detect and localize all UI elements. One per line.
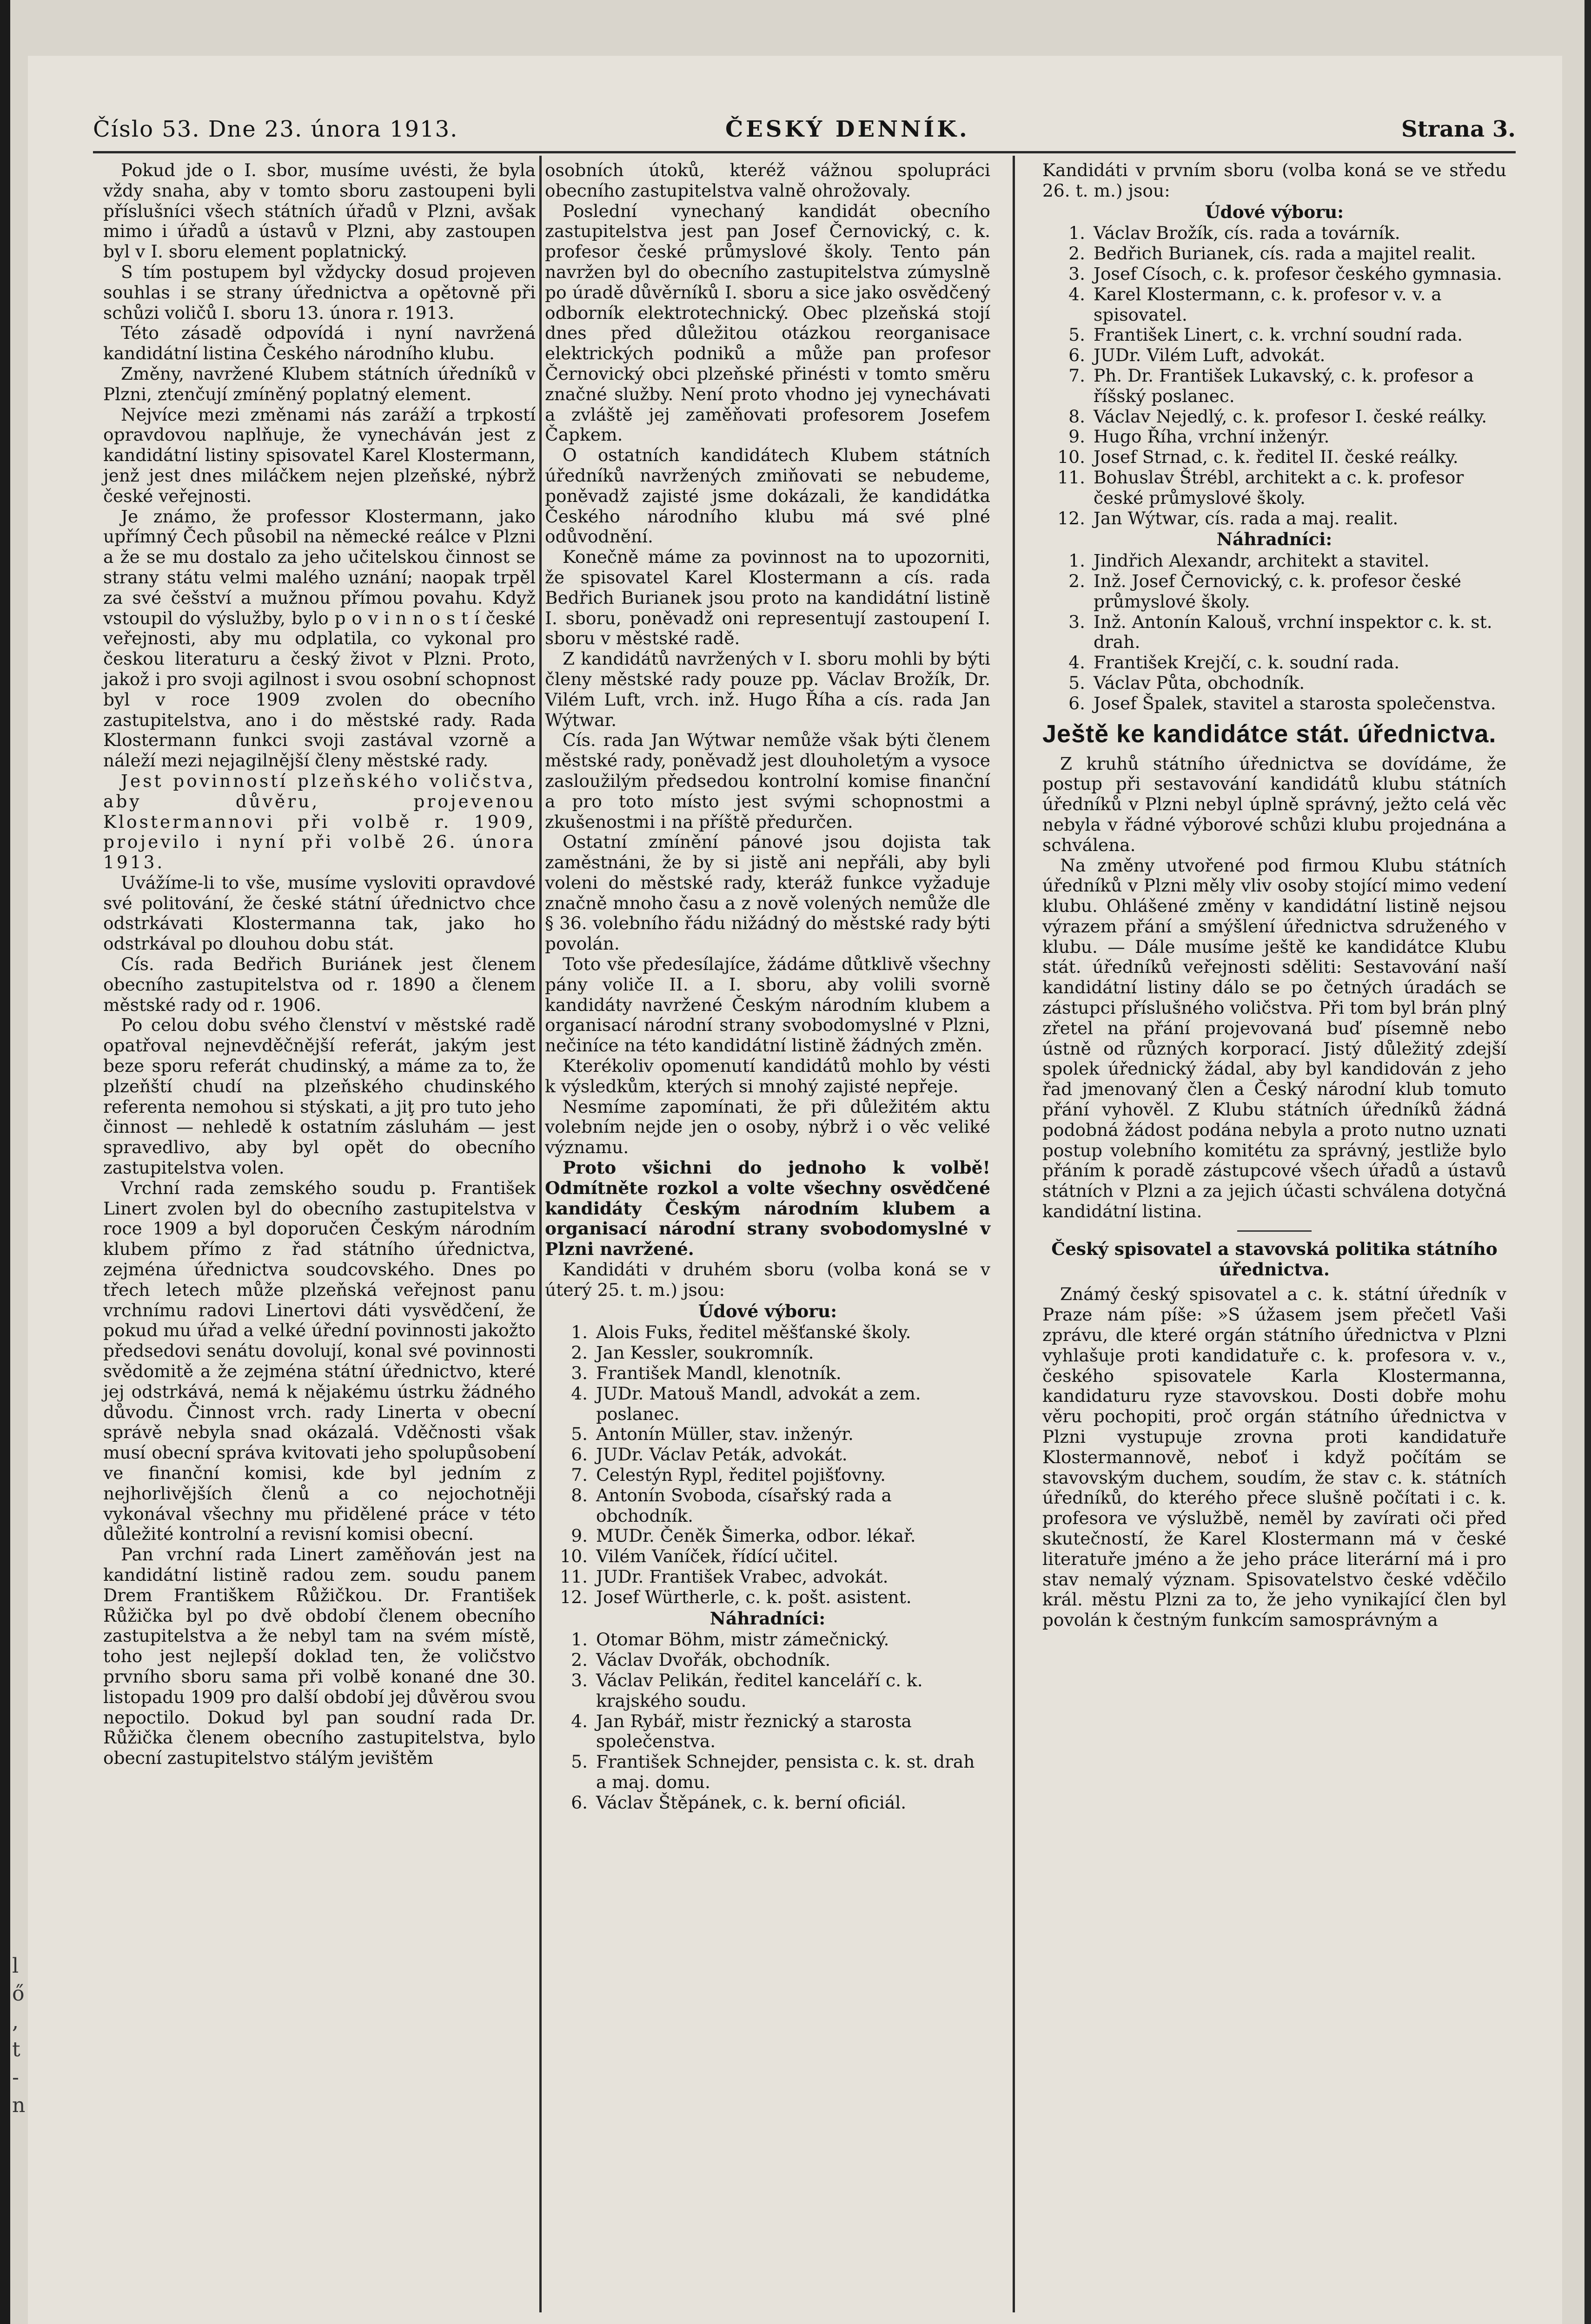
list-number: 12. xyxy=(1057,508,1085,528)
paragraph: Cís. rada Bedřich Buriánek jest členem obecního zastupitelstva od r. 1890 a členem městské rady od r. 1906. xyxy=(103,954,536,1015)
list-item xyxy=(1042,407,1506,427)
article-divider xyxy=(1237,1230,1312,1232)
paragraph: Ostatní zmínění pánové jsou dojista tak zaměstnáni, že by si jistě ani nepřáli, aby byli voleni do městské rady, kteráž funkce vyžaduje značně mnoho času a z nově volených nemůže dle § 36. volebního řádu nižádný do městské rady býti povolán. xyxy=(545,832,990,954)
list-item xyxy=(1042,447,1506,468)
list-number: 2. xyxy=(571,1650,588,1670)
page-edge-left xyxy=(0,0,10,2324)
paragraph: Jest povinností plzeňského voličstva, aby důvěru, projevenou Klostermannovi při volbě r. 1909, projevilo i nyní při volbě 26. února 1913. xyxy=(103,770,536,873)
list-number: 3. xyxy=(1068,611,1085,632)
list-number: 4. xyxy=(571,1383,588,1404)
list-text: Alois Fuks, ředitel měšťanské školy. xyxy=(596,1322,911,1343)
article-headline: Český spisovatel a stavovská politika státního úřednictva. xyxy=(1051,1238,1498,1280)
list-number: 12. xyxy=(560,1586,588,1607)
list-text: Antonín Müller, stav. inženýr. xyxy=(596,1424,854,1445)
list-item xyxy=(545,1587,990,1608)
list-number: 10. xyxy=(1057,447,1085,468)
list-number: 5. xyxy=(1068,324,1085,345)
list-number: 6. xyxy=(571,1444,588,1465)
paragraph: Pan vrchní rada Linert zaměňován jest na kandidátní listině radou zem. soudu panem Drem Františkem Růžičkou. Dr. František Růžička byl po dvě období členem obecního zastupitelstva a že nebyl tam na svém místě, toho jest nejlepší doklad ten, že voličstvo prvního sboru sama při volbě konané dne 30. listopadu 1909 pro další období jej důvěrou svou nepoctilo. Dokud byl pan soudní rada Dr. Růžička členem obecního zastupitelstva, bylo obecní zastupitelstvo stálým jevištěm xyxy=(103,1544,536,1769)
list-text: Jindřich Alexandr, architekt a stavitel. xyxy=(1094,550,1430,571)
paragraph: Poslední vynechaný kandidát obecního zastupitelstva jest pan Josef Černovický, c. k. profesor české průmyslové školy. Tento pán navržen byl do obecního zastupitelstva zúmyslně po úradě důvěrníků I. sboru a sice jako osvědčený odborník elektrotechnický. Obec plzeňská stojí dnes před důležitou otázkou reorganisace elektrických podniků a může pan profesor Černovický obci plzeňské přinésti v tomto směru značné služby. Není proto vhodno jej vynechávati a zvláště jej zaměňovati profesorem Josefem Čapkem. xyxy=(545,200,990,445)
list-item xyxy=(545,1650,990,1670)
page-edge-right xyxy=(1584,0,1591,2324)
list-number: 6. xyxy=(1068,345,1085,366)
page-number: Strana 3. xyxy=(1401,116,1516,142)
list-item xyxy=(545,1486,990,1526)
candidate-list-first-corps xyxy=(1042,223,1506,528)
list-text: Hugo Říha, vrchní inženýr. xyxy=(1094,426,1330,447)
list-item xyxy=(545,1424,990,1445)
list-item xyxy=(545,1322,990,1343)
list-number: 11. xyxy=(560,1566,588,1587)
list-number: 1. xyxy=(1068,223,1085,244)
list-number: 6. xyxy=(1068,693,1085,713)
list-text: Celestýn Rypl, ředitel pojišťovny. xyxy=(596,1465,886,1485)
list-number: 9. xyxy=(571,1525,588,1546)
list-text: Josef Strnad, c. k. ředitel II. české reálky. xyxy=(1094,447,1458,468)
column-1 xyxy=(103,160,536,2317)
list-number: 2. xyxy=(1068,570,1085,591)
list-item xyxy=(545,1363,990,1384)
list-item xyxy=(545,1343,990,1363)
paragraph: Je známo, že professor Klostermann, jako upřímný Čech působil na německé reálce v Plzni a že se mu dostalo za jeho učitelskou činnost se strany státu velmi malého uznání; naopak trpěl za své češství a mužnou přímou povahu. Když vstoupil do výslužby, bylo p o v i n n o s t í české veřejnosti, aby mu odplatila, co vykonal pro českou literaturu a český život v Plzni. Proto, jakož i pro svoji agilnost i svou osobní schopnost byl v roce 1909 zvolen do obecního zastupitelstva, ano i do městské rady. Rada Klostermann funkci svoji zastával vzorně a náleží mezi nejagilnější členy městské rady. xyxy=(103,506,536,771)
page-header xyxy=(93,111,1516,148)
list-number: 2. xyxy=(1068,243,1085,264)
list-text: Inž. Josef Černovický, c. k. profesor české průmyslové školy. xyxy=(1094,570,1461,612)
list-item xyxy=(545,1567,990,1587)
list-text: Bohuslav Štrébl, architekt a c. k. profesor české průmyslové školy. xyxy=(1094,467,1464,508)
column-2 xyxy=(545,160,990,2317)
list-number: 9. xyxy=(1068,426,1085,447)
column-rule-2 xyxy=(1013,156,1015,2312)
list-text: František Linert, c. k. vrchní soudní rada. xyxy=(1094,324,1463,345)
list-heading: Náhradníci: xyxy=(709,1608,826,1629)
paragraph: Z kandidátů navržených v I. sboru mohli by býti členy městské rady pouze pp. Václav Brožík, Dr. Vilém Luft, vrch. inž. Hugo Říha a cís. rada Jan Wýtwar. xyxy=(545,648,990,730)
list-text: Josef Špalek, stavitel a starosta společenstva. xyxy=(1094,693,1496,713)
list-item xyxy=(1042,345,1506,366)
list-number: 1. xyxy=(571,1629,588,1650)
list-text: Josef Würtherle, c. k. pošt. asistent. xyxy=(596,1586,912,1607)
paragraph: Známý český spisovatel a c. k. státní úředník v Praze nám píše: »S úžasem jsem přečetl Vaši zprávu, dle které orgán státního úřednictva v Plzni vyhlašuje proti kandidatuře c. k. profesora v. v., českého spisovatele Karla Klostermanna, kandidaturu ryze stavovskou. Dosti dobře mohu věru pochopiti, proč orgán státního úřednictva v Plzni vystupuje zrovna proti kandidatuře Klostermannově, neboť i když počítám se stavovským duchem, soudím, že stav c. k. státních úředníků, do kterého přece slušně počítati i c. k. profesora ve výslužbě, neměl by zavírati oči před skutečností, že Karel Klostermann má v české literatuře jméno a že jeho práce literární má i pro stav nemalý význam. Spisovatelstvo české vděčilo král. městu Plzni za to, že jeho vynikající člen byl povolán k čestným funkcím samosprávným a xyxy=(1042,1284,1506,1631)
list-text: Václav Štěpánek, c. k. berní oficiál. xyxy=(596,1792,907,1813)
list-number: 6. xyxy=(571,1792,588,1813)
paragraph: Z kruhů státního úřednictva se dovídáme, že postup při sestavování kandidátů klubu státních úředníků v Plzni nebyl úplně správný, ježto celá věc nebyla v řádné výborové schůzi klubu projednána a schválena. xyxy=(1042,753,1506,855)
list-number: 4. xyxy=(571,1710,588,1731)
list-text: JUDr. Matouš Mandl, advokát a zem. poslanec. xyxy=(596,1383,921,1424)
paragraph: Pokud jde o I. sbor, musíme uvésti, že byla vždy snaha, aby v tomto sboru zastoupeni byli příslušníci všech státních úřadů v Plzni, avšak mimo i úřadů a ústavů v Plzni, aby zastoupen byl v I. sboru element poplatnický. xyxy=(103,160,536,262)
paragraph: Kandidáti v druhém sboru (volba koná se v úterý 25. t. m.) jsou: xyxy=(545,1259,990,1300)
list-number: 8. xyxy=(1068,406,1085,427)
list-number: 3. xyxy=(571,1670,588,1690)
list-item xyxy=(545,1465,990,1486)
list-item xyxy=(545,1384,990,1425)
list-text: Václav Půta, obchodník. xyxy=(1094,672,1305,693)
list-number: 2. xyxy=(571,1342,588,1363)
list-heading: Údové výboru: xyxy=(1205,201,1344,222)
paragraph: Změny, navržené Klubem státních úředníků v Plzni, ztenčují zmíněný poplatný element. xyxy=(103,363,536,404)
list-text: František Krejčí, c. k. soudní rada. xyxy=(1094,652,1400,673)
list-item xyxy=(1042,551,1506,571)
list-item xyxy=(545,1670,990,1711)
paragraph: osobních útoků, kteréž vážnou spolupráci obecního zastupitelstva valně ohrožovaly. xyxy=(545,160,990,201)
list-text: JUDr. František Vrabec, advokát. xyxy=(596,1566,888,1587)
paragraph: Toto vše předesílajíce, žádáme důtklivě všechny pány voliče II. a I. sboru, aby volili svorně kandidáty navržené Českým národním klubem a organisací národní strany svobodomyslné v Plzni, nečiníce na této kandidátní listině žádných změn. xyxy=(545,954,990,1056)
list-item xyxy=(1042,653,1506,673)
list-text: Inž. Antonín Kalouš, vrchní inspektor c. k. st. drah. xyxy=(1094,611,1492,653)
list-text: Jan Rybář, mistr řeznický a starosta společenstva. xyxy=(596,1710,912,1752)
article-headline: Ještě ke kandidátce stát. úřednictva. xyxy=(1042,720,1497,748)
list-item xyxy=(1042,612,1506,653)
list-item xyxy=(545,1711,990,1752)
list-item xyxy=(545,1445,990,1465)
list-item xyxy=(1042,468,1506,508)
list-number: 3. xyxy=(571,1363,588,1384)
candidate-list-second-corps xyxy=(545,1322,990,1607)
paragraph: Této zásadě odpovídá i nyní navržená kandidátní listina Českého národního klubu. xyxy=(103,323,536,364)
paragraph: Nesmíme zapomínati, že při důležitém aktu volebním nejde jen o osoby, nýbrž i o věc veliké významu. xyxy=(545,1096,990,1158)
list-text: Jan Wýtwar, cís. rada a maj. realit. xyxy=(1094,508,1399,528)
list-item xyxy=(1042,571,1506,612)
list-number: 5. xyxy=(571,1751,588,1772)
column-rule-1 xyxy=(539,156,542,2312)
margin-fragment: l ő , t - n xyxy=(12,1954,26,2117)
column-3 xyxy=(1042,160,1506,2317)
list-text: Josef Císoch, c. k. profesor českého gymnasia. xyxy=(1094,263,1502,284)
list-text: JUDr. Vilém Luft, advokát. xyxy=(1094,345,1326,366)
list-text: Bedřich Burianek, cís. rada a majitel realit. xyxy=(1094,243,1476,264)
masthead-title: ČESKÝ DENNÍK. xyxy=(725,116,970,142)
list-item xyxy=(545,1793,990,1813)
list-number: 1. xyxy=(1068,550,1085,571)
paragraph: Konečně máme za povinnost na to upozorniti, že spisovatel Karel Klostermann a cís. rada Bedřich Burianek jsou proto na kandidátní listině I. sboru, poněvadž oni representují zastoupení I. sboru v městské radě. xyxy=(545,547,990,649)
list-number: 4. xyxy=(1068,652,1085,673)
paragraph: Vrchní rada zemského soudu p. František Linert zvolen byl do obecního zastupitelstva v roce 1909 a byl doporučen Českým národním klubem přímo z řad státního úřednictva, zejména úřednictva soudcovského. Dnes po třech letech může plzeňská veřejnost panu vrchnímu radovi Linertovi dáti vysvědčení, že pokud mu úřad a velké úřední povinnosti jakožto předsedovi senátu dovolují, konal své povinnosti svědomitě a že zejména státní úřednictvo, které jej odstrkává, nemá k nějakému ústrku žádného důvodu. Činnost vrch. rady Linerta v obecní správě nebyla snad okázalá. Vděčnosti však musí obecní správa kvitovati jeho spolupůsobení ve finanční komisi, kde byl jedním z nejhorlivějších členů a co nejochotněji vykonával všechny mu přidělené práce v této důležité kontrolní a revisní komisi obecní. xyxy=(103,1177,536,1545)
list-number: 8. xyxy=(571,1485,588,1505)
paragraph: S tím postupem byl vždycky dosud projeven souhlas i se strany úřednictva a opětovně při schůzi voličů I. sboru 13. února r. 1913. xyxy=(103,261,536,323)
list-text: Václav Pelikán, ředitel kanceláří c. k. krajského soudu. xyxy=(596,1670,923,1711)
list-heading: Údové výboru: xyxy=(698,1301,837,1321)
list-item xyxy=(1042,284,1506,325)
list-number: 7. xyxy=(571,1465,588,1485)
issue-date: Číslo 53. Dne 23. února 1913. xyxy=(93,116,458,142)
paragraph: Uvážíme-li to vše, musíme vysloviti opravdové své politování, že české státní úřednictvo chce odstrkávati Klostermanna tak, jako ho odstrkával po dlouhou dobu stát. xyxy=(103,872,536,954)
list-item xyxy=(545,1630,990,1650)
paragraph: Cís. rada Jan Wýtwar nemůže však býti členem městské rady, poněvadž jest dlouholetým a vysoce zasloužilým předsedou kontrolní komise finanční a pro toto místo jest svými schopnostmi a zkušenostmi i na příště předurčen. xyxy=(545,730,990,832)
list-item xyxy=(545,1546,990,1567)
paragraph: O ostatních kandidátech Klubem státních úředníků navržených zmiňovati se nebudeme, poněvadž zajisté jsme dokázali, že kandidátka Českého národního klubu má své plné odůvodnění. xyxy=(545,445,990,547)
paragraph: Na změny utvořené pod firmou Klubu státních úředníků v Plzni měly vliv osoby stojící mimo vedení klubu. Ohlášené změny v kandidátní listině nejsou výrazem přání a smýšlení úřednictva sdruženého v klubu. — Dále musíme ještě ke kandidátce Klubu stát. úředníků veřejnosti sděliti: Sestavování naší kandidátní listiny dálo se po četných úradách se zástupci příslušného voličstva. Při tom byl brán plný zřetel na přání projevovaná buď písemně nebo ústně od různých korporací. Jistý důležitý zdejší spolek úřednický žádal, aby byl kandidován z jeho řad jmenovaný člen a Český národní klub tomuto přání vyhověl. Z Klubu státních úředníků žádná podobná žádost podána nebyla a proto nutno uznati postup volebního komitétu za správný, jestliže bylo přáním k poradě zástupcové všech úřadů a ústavů státních v Plzni a za jejich účasti schválena dotyčná kandidátní listina. xyxy=(1042,855,1506,1222)
list-item xyxy=(1042,366,1506,407)
list-item xyxy=(1042,508,1506,529)
list-text: František Mandl, klenotník. xyxy=(596,1363,842,1384)
list-text: Otomar Böhm, mistr zámečnický. xyxy=(596,1629,889,1650)
list-text: František Schnejder, pensista c. k. st. drah a maj. domu. xyxy=(596,1751,975,1792)
list-text: Václav Nejedlý, c. k. profesor I. české reálky. xyxy=(1094,406,1487,427)
paragraph: Po celou dobu svého členství v městské radě opatřoval nejnevděčnější referát, jakým jest beze sporu referát chudinský, a máme za to, že plzeňští chudí na plzeňského chudinského referenta nemohou si stýskati, a jiţ pro tuto jeho činnost — nehledě k ostatním zásluhám — jest spravedlivo, aby byl opět do obecního zastupitelstva volen. xyxy=(103,1015,536,1178)
list-text: MUDr. Čeněk Šimerka, odbor. lékař. xyxy=(596,1525,916,1546)
list-item xyxy=(1042,264,1506,284)
list-number: 3. xyxy=(1068,263,1085,284)
list-number: 5. xyxy=(571,1424,588,1445)
list-text: JUDr. Václav Peták, advokát. xyxy=(596,1444,848,1465)
substitute-list-second-corps xyxy=(545,1630,990,1813)
list-text: Václav Brožík, cís. rada a továrník. xyxy=(1094,223,1400,244)
list-text: Jan Kessler, soukromník. xyxy=(596,1342,814,1363)
list-number: 7. xyxy=(1068,365,1085,386)
list-number: 4. xyxy=(1068,284,1085,304)
list-text: Václav Dvořák, obchodník. xyxy=(596,1650,831,1670)
list-number: 11. xyxy=(1057,467,1085,488)
list-number: 1. xyxy=(571,1322,588,1343)
list-item xyxy=(545,1526,990,1546)
list-number: 5. xyxy=(1068,672,1085,693)
list-item xyxy=(1042,244,1506,264)
paragraph: Kandidáti v prvním sboru (volba koná se ve středu 26. t. m.) jsou: xyxy=(1042,160,1506,201)
list-item xyxy=(545,1752,990,1793)
substitute-list-first-corps xyxy=(1042,551,1506,713)
list-heading: Náhradníci: xyxy=(1216,529,1332,550)
list-number: 10. xyxy=(560,1546,588,1567)
list-text: Ph. Dr. František Lukavský, c. k. profesor a říšský poslanec. xyxy=(1094,365,1474,406)
paragraph: Kterékoliv opomenutí kandidátů mohlo by vésti k výsledkům, kterých si mnohý zajisté nepřeje. xyxy=(545,1056,990,1096)
list-item xyxy=(1042,223,1506,244)
list-text: Vilém Vaníček, řídící učitel. xyxy=(596,1546,839,1567)
list-text: Karel Klostermann, c. k. profesor v. v. a spisovatel. xyxy=(1094,284,1442,325)
header-rule xyxy=(93,151,1516,153)
list-item xyxy=(1042,673,1506,693)
list-item xyxy=(1042,693,1506,714)
paragraph: Nejvíce mezi změnami nás zaráží a trpkostí opravdovou naplňuje, že vynecháván jest z kandidátní listiny spisovatel Karel Klostermann, jenž jest dnes miláčkem nejen plzeňské, nýbrž české veřejnosti. xyxy=(103,404,536,506)
list-text: Antonín Svoboda, císařský rada a obchodník. xyxy=(596,1485,892,1526)
list-item xyxy=(1042,325,1506,345)
call-to-action: Proto všichni do jednoho k volbě! Odmítněte rozkol a volte všechny osvědčené kandidáty Českým národním klubem a organisací národní strany svobodomyslné v Plzni navržené. xyxy=(545,1157,990,1260)
list-item xyxy=(1042,427,1506,447)
